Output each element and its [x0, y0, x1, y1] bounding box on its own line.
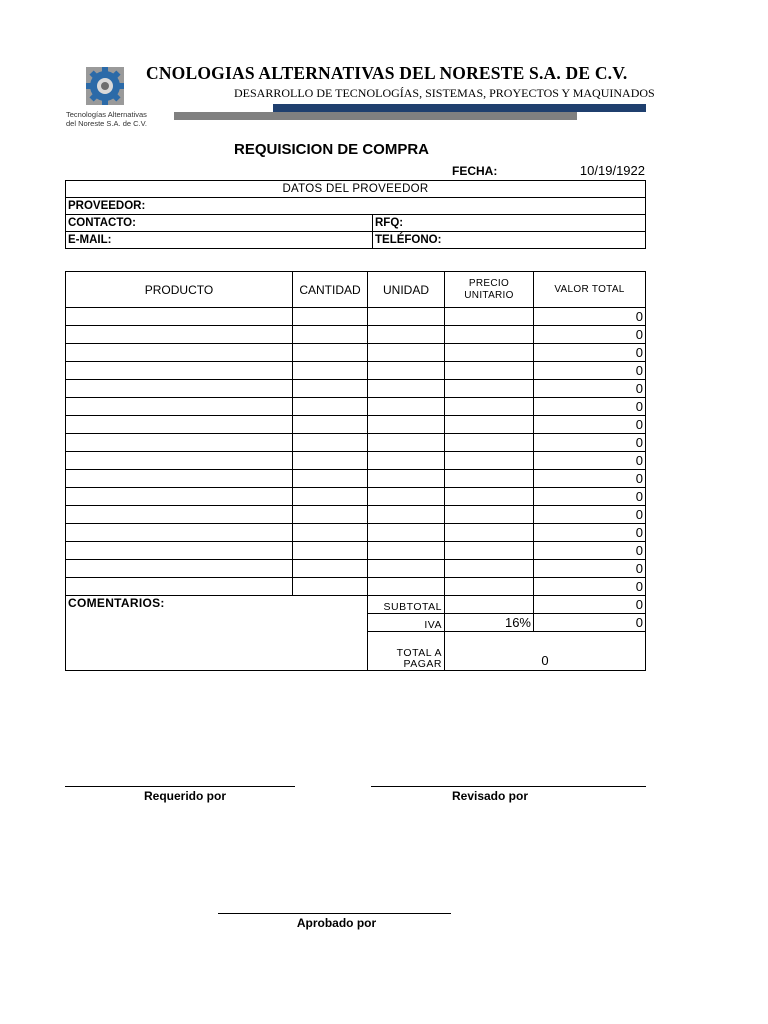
total-label: TOTAL A PAGAR: [368, 632, 445, 671]
cell-unidad[interactable]: [368, 542, 445, 560]
cell-producto[interactable]: [66, 542, 293, 560]
cell-cantidad[interactable]: [293, 362, 368, 380]
cell-cantidad[interactable]: [293, 308, 368, 326]
cell-producto[interactable]: [66, 416, 293, 434]
col-precio-unitario: PRECIO UNITARIO: [445, 272, 534, 308]
cell-valor[interactable]: 0: [534, 344, 646, 362]
cell-precio[interactable]: [445, 506, 534, 524]
cell-cantidad[interactable]: [293, 542, 368, 560]
table-row: [66, 416, 646, 434]
cell-unidad[interactable]: [368, 416, 445, 434]
total-value[interactable]: 0: [445, 632, 646, 671]
header-bar-blue: [273, 104, 646, 112]
cell-producto[interactable]: [66, 452, 293, 470]
cell-producto[interactable]: [66, 434, 293, 452]
cell-valor[interactable]: 0: [534, 416, 646, 434]
cell-producto[interactable]: [66, 308, 293, 326]
cell-cantidad[interactable]: [293, 398, 368, 416]
table-row: [66, 398, 646, 416]
comments-label: COMENTARIOS:: [68, 596, 165, 610]
cell-cantidad[interactable]: [293, 344, 368, 362]
signature-aprobado: Aprobado por: [296, 916, 377, 930]
contacto-label: CONTACTO:: [68, 217, 136, 229]
cell-valor[interactable]: 0: [534, 488, 646, 506]
col-cantidad: CANTIDAD: [293, 272, 368, 308]
cell-producto[interactable]: [66, 470, 293, 488]
cell-cantidad[interactable]: [293, 470, 368, 488]
cell-cantidad[interactable]: [293, 434, 368, 452]
signature-revisado: Revisado por: [451, 789, 529, 803]
cell-cantidad[interactable]: [293, 452, 368, 470]
proveedor-field[interactable]: [66, 198, 646, 215]
cell-unidad[interactable]: [368, 488, 445, 506]
cell-precio[interactable]: [445, 326, 534, 344]
cell-unidad[interactable]: [368, 506, 445, 524]
signature-line-revisado: [371, 786, 646, 787]
cell-precio[interactable]: [445, 542, 534, 560]
email-label: E-MAIL:: [68, 234, 112, 246]
cell-valor[interactable]: 0: [534, 470, 646, 488]
table-row: [66, 452, 646, 470]
table-row: [66, 506, 646, 524]
cell-unidad[interactable]: [368, 560, 445, 578]
cell-cantidad[interactable]: [293, 326, 368, 344]
cell-unidad[interactable]: [368, 398, 445, 416]
cell-precio[interactable]: [445, 398, 534, 416]
cell-valor[interactable]: 0: [534, 326, 646, 344]
provider-table: [65, 180, 646, 249]
cell-precio[interactable]: [445, 560, 534, 578]
cell-precio[interactable]: [445, 344, 534, 362]
header-bar-gray: [174, 112, 577, 120]
signature-line-aprobado: [218, 913, 451, 914]
cell-producto[interactable]: [66, 488, 293, 506]
table-row: [66, 470, 646, 488]
date-value[interactable]: 10/19/1922: [579, 163, 645, 178]
subtotal-label: SUBTOTAL: [368, 596, 445, 614]
contacto-field[interactable]: [66, 215, 373, 232]
cell-producto[interactable]: [66, 362, 293, 380]
cell-valor[interactable]: 0: [534, 542, 646, 560]
cell-unidad[interactable]: [368, 578, 445, 596]
cell-precio[interactable]: [445, 488, 534, 506]
cell-precio[interactable]: [445, 434, 534, 452]
cell-precio[interactable]: [445, 380, 534, 398]
iva-label: IVA: [368, 614, 445, 632]
table-row: [66, 560, 646, 578]
cell-producto[interactable]: [66, 524, 293, 542]
company-name: CNOLOGIAS ALTERNATIVAS DEL NORESTE S.A. DE C.V.: [146, 63, 628, 83]
cell-cantidad[interactable]: [293, 488, 368, 506]
items-table: [65, 271, 646, 671]
cell-producto[interactable]: [66, 380, 293, 398]
cell-cantidad[interactable]: [293, 416, 368, 434]
cell-producto[interactable]: [66, 506, 293, 524]
cell-precio[interactable]: [445, 578, 534, 596]
table-row: [66, 362, 646, 380]
cell-producto[interactable]: [66, 326, 293, 344]
cell-valor[interactable]: 0: [534, 578, 646, 596]
comments-box[interactable]: [66, 596, 368, 671]
cell-precio[interactable]: [445, 470, 534, 488]
cell-cantidad[interactable]: [293, 578, 368, 596]
telefono-label: TELÉFONO:: [375, 234, 442, 246]
table-row: [66, 488, 646, 506]
cell-precio[interactable]: [445, 362, 534, 380]
cell-valor[interactable]: 0: [534, 308, 646, 326]
signature-line-requerido: [65, 786, 295, 787]
cell-cantidad[interactable]: [293, 380, 368, 398]
cell-unidad[interactable]: [368, 452, 445, 470]
cell-valor[interactable]: 0: [534, 452, 646, 470]
cell-producto[interactable]: [66, 344, 293, 362]
cell-cantidad[interactable]: [293, 560, 368, 578]
table-row: [66, 344, 646, 362]
cell-unidad[interactable]: [368, 380, 445, 398]
col-producto: PRODUCTO: [66, 272, 293, 308]
cell-producto[interactable]: [66, 578, 293, 596]
cell-valor[interactable]: 0: [534, 380, 646, 398]
iva-rate[interactable]: 16%: [445, 614, 534, 632]
cell-cantidad[interactable]: [293, 524, 368, 542]
date-label: FECHA:: [452, 164, 498, 178]
cell-unidad[interactable]: [368, 362, 445, 380]
cell-precio[interactable]: [445, 308, 534, 326]
cell-unidad[interactable]: [368, 308, 445, 326]
cell-cantidad[interactable]: [293, 506, 368, 524]
cell-unidad[interactable]: [368, 326, 445, 344]
cell-precio[interactable]: [445, 524, 534, 542]
subtotal-value[interactable]: 0: [534, 596, 646, 614]
iva-value[interactable]: 0: [534, 614, 646, 632]
cell-producto[interactable]: [66, 398, 293, 416]
cell-valor[interactable]: 0: [534, 506, 646, 524]
cell-precio[interactable]: [445, 416, 534, 434]
table-row: [66, 524, 646, 542]
telefono-field[interactable]: [373, 232, 646, 249]
table-row: [66, 380, 646, 398]
proveedor-label: PROVEEDOR:: [68, 200, 146, 212]
cell-precio[interactable]: [445, 452, 534, 470]
cell-unidad[interactable]: [368, 470, 445, 488]
cell-valor[interactable]: 0: [534, 362, 646, 380]
provider-section-title: DATOS DEL PROVEEDOR: [66, 181, 646, 198]
col-unidad: UNIDAD: [368, 272, 445, 308]
table-row: [66, 326, 646, 344]
cell-unidad[interactable]: [368, 524, 445, 542]
email-field[interactable]: [66, 232, 373, 249]
cell-producto[interactable]: [66, 560, 293, 578]
rfq-label: RFQ:: [375, 217, 404, 229]
cell-valor[interactable]: 0: [534, 524, 646, 542]
table-row: [66, 308, 646, 326]
cell-valor[interactable]: 0: [534, 434, 646, 452]
signature-requerido: Requerido por: [143, 789, 226, 803]
cell-valor[interactable]: 0: [534, 560, 646, 578]
gear-icon: [64, 62, 148, 110]
col-valor-total: VALOR TOTAL: [534, 272, 646, 308]
table-row: [66, 578, 646, 596]
cell-unidad[interactable]: [368, 344, 445, 362]
cell-valor[interactable]: 0: [534, 398, 646, 416]
logo-caption: Tecnologías Alternativas del Noreste S.A. de C.V.: [66, 110, 148, 128]
table-row: [66, 542, 646, 560]
table-row: [66, 434, 646, 452]
document-title: REQUISICION DE COMPRA: [234, 141, 430, 158]
cell-unidad[interactable]: [368, 434, 445, 452]
rfq-field[interactable]: [373, 215, 646, 232]
subtotal-precio-cell[interactable]: [445, 596, 534, 614]
company-subtitle: DESARROLLO DE TECNOLOGÍAS, SISTEMAS, PROYECTOS Y MAQUINADOS: [234, 86, 655, 100]
